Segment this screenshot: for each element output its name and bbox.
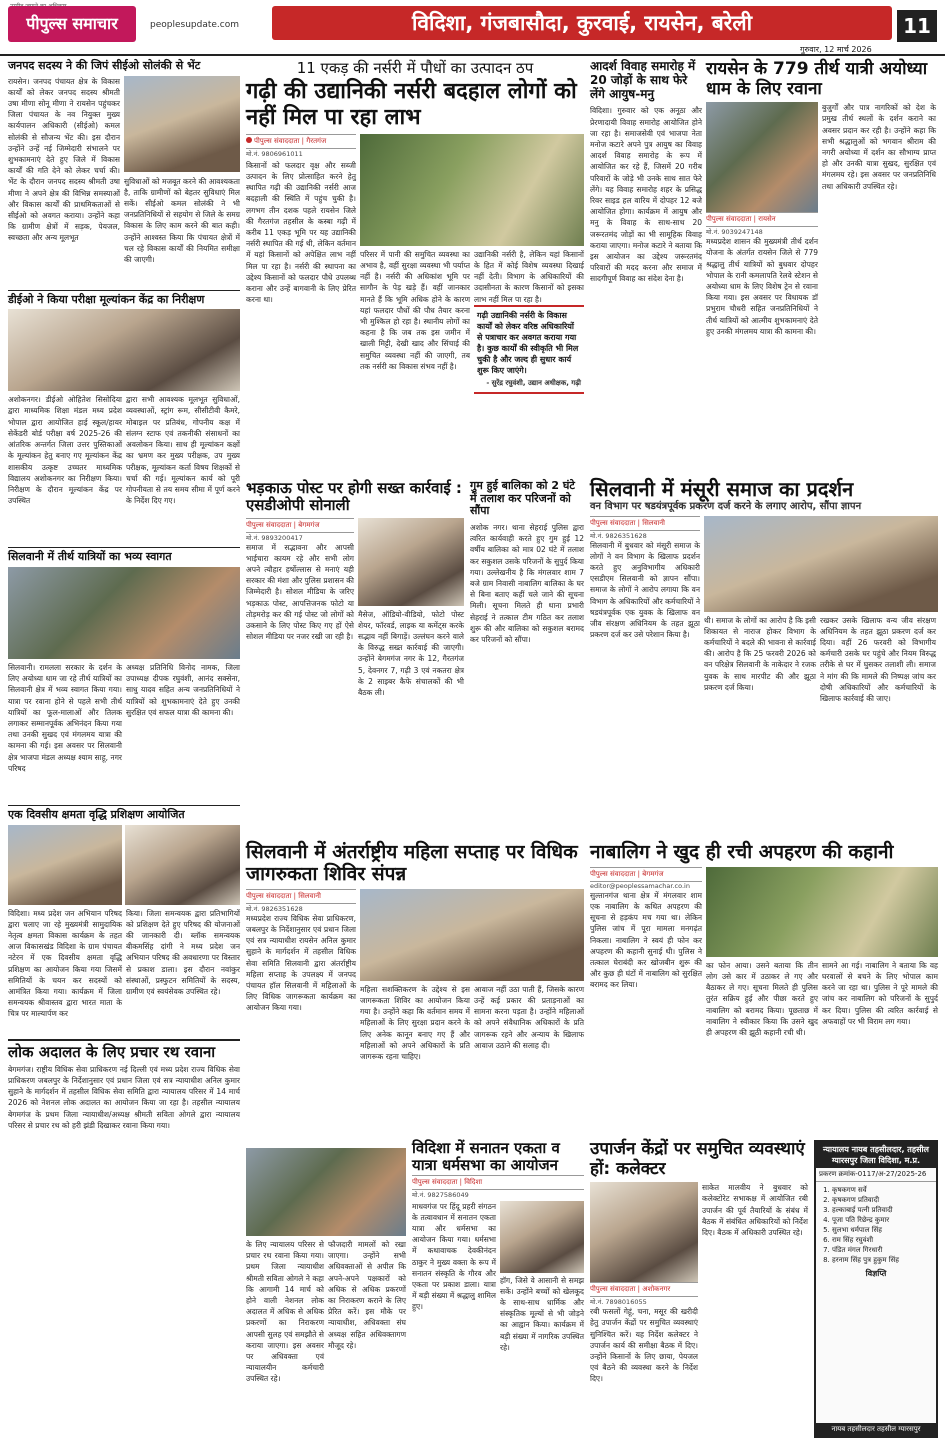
- byline-place: गैरतगंज: [306, 136, 327, 145]
- kidnap-photo: [706, 867, 938, 957]
- article-title: भड़काऊ पोस्ट पर होगी सख्त कार्रवाई : एसडीओपी सोनाली: [246, 479, 462, 515]
- brand-logo: पीपुल्स समाचार: [8, 6, 136, 42]
- divider: [8, 1039, 240, 1041]
- article-body: मैसेज, ऑडियो-वीडियो, फोटो पोस्ट शेयर, फॉरवर्ड, लाइक या कमेंट्स करके सद्भाव नहीं बिगाड़ें। उल्लंघन करने वाले के विरुद्ध सख्त कार्रवाई की जाएगी। उन्होंने बेगमगंज नगर के 12, गैरतगंज 5, देवनगर 7, गढ़ी 3 एवं नकतरा क्षेत्र के 2 साइबर कैफे संचालकों की भी बैठक ली।: [358, 609, 464, 697]
- camp-photo: [360, 889, 584, 981]
- article-body: हॉग, जिसे वे आसानी से समझ सकें। उन्होंने बच्चों को खेलकूद के साथ-साथ धार्मिक और संस्कृतिक मूल्यों से भी जोड़ने का आह्वान किया। कार्यक्रम में बड़ी संख्या में नागरिक उपस्थित रहे।: [500, 1275, 584, 1352]
- article-body: रखकर उसके खिलाफ वन्य जीव संरक्षण अधिनियम के तहत झूठा प्रकरण दर्ज कर दिया। वहीं 26 फरवरी को विभागीय कर्मचारी उसके घर पहुंचे और नियम विरुद्ध तरीके से घर में घुसकर तलाशी ली। समाज ने मांग की कि मामले की निष्पक्ष जांच कर दोषी अधिकारियों और कर्मचारियों के खिलाफ कार्रवाई की जाए।: [820, 615, 936, 703]
- collector-article: [590, 1140, 810, 1440]
- article-body: का फोन आया। उसने बताया कि तीन लोग उसे कार में उठाकर ले गए और बैठाकर ले गए। सूचना मिलते ही पुलिस तुरंत सक्रिय हुई और पीछा करते हुए नाबालिग को बरामद किया। पूछताछ में नाबालिग ने स्वीकार किया कि उसने खुद ही अपहरण की झूठी कहानी रची थी।: [706, 960, 818, 1038]
- phone-number: मो.नं. 9039247148: [706, 228, 763, 237]
- article-body: अशोकनगर। डीईओ ओहितेश सिसोदिया द्वारा माध्यमिक शिक्षा मंडल मध्य प्रदेश भोपाल द्वारा आयोजित हाई स्कूल/हायर सेकेंडरी बोर्ड परीक्षा वर्ष 2025-26 की आंतरिक अन्तर्गत जिला उत्तर पुस्तिकाओं के मूल्यांकन हेतु बनाए गए मूल्यांकन केंद्र शासकीय उत्कृष्ट उच्चतर माध्यमिक विद्यालय अशोकनगर का निरीक्षण किया। निरीक्षण के दौरान मूल्यांकन केंद्र पर उपस्थित: [8, 395, 122, 506]
- notice-signature: नायब तहसीलदार तहसील ग्यारसपुर: [816, 1423, 936, 1436]
- page-number: 11: [897, 10, 937, 42]
- byline-name: पीपुल्स संवाददाता: [590, 518, 636, 527]
- article-title: जनपद सदस्य ने की जिपं सीईओ सोलंकी से भेंट: [8, 59, 201, 72]
- byline: पीपुल्स संवाददाता | गैरतगंज: [246, 134, 356, 149]
- byline: पीपुल्स संवाददाता | सिलवानी: [246, 889, 356, 904]
- article-body: के लिए न्यायालय परिसर से प्रचार रथ रवाना किया गया। प्रथम जिला न्यायाधीश श्रीमती सविता ओगले ने कहा कि आगामी 14 मार्च को होने वाली नेशनल लोक अदालत में अधिक से अधिक प्रकरणों का निराकरण आपसी सुलह एवं समझौते से कराया जाएगा। इस अवसर पर अधिवक्ता एवं न्यायालयीन कर्मचारी उपस्थित रहे।: [246, 1240, 324, 1384]
- article-body: मध्यप्रदेश शासन की मुख्यमंत्री तीर्थ दर्शन योजना के अंतर्गत रायसेन जिले से 779 श्रद्धालु तीर्थ यात्रियों को बुधवार दोपहर भोपाल के रानी कमलापति रेलवे स्टेशन से अयोध्या धाम के लिए विशेष ट्रेन से रवाना किया गया। इस अवसर पर विधायक डॉ प्रभुराम चौधरी सहित जनप्रतिनिधियों ने तीर्थ यात्रियों को आत्मीय शुभकामनाएं देते हुए उनकी मंगलमय यात्रा की कामना की।: [706, 237, 818, 336]
- article-photo: [124, 76, 240, 172]
- article-body: सिलवानी। रामलला सरकार के दर्शन के लिए अयोध्या धाम जा रहे तीर्थ यात्रियों का सिलवानी क्षेत्र में भव्य स्वागत किया गया। यात्रा पर रवाना होने से पहले सभी तीर्थ यात्रियों का फूल-मालाओं और तिलक लगाकर सम्मानपूर्वक अभिनंदन किया गया तथा उनकी सुखद एवं मंगलमय यात्रा की कामना की गई। इस अवसर पर सिलवानी क्षेत्र भाजपा मंडल अध्यक्ष श्याम साहू, नगर परिषद: [8, 662, 122, 773]
- article-body: सुविधाओं को मजबूत करने की आवश्यकता है, ताकि ग्रामीणों को बेहतर सुविधाएं मिल सकें। सीईओ कमल सोलंकी ने भी जनप्रतिनिधियों से सहयोग से जिले के समग्र विकास के लिए काम करने की बात कही। उन्होंने आश्वस्त किया कि पंचायत क्षेत्रों में चल रहे विकास कार्यों की नियमित समीक्षा की जाएगी।: [124, 176, 240, 265]
- phone-number: मो.नं. 9893200417: [246, 533, 303, 542]
- article-title: रायसेन के 779 तीर्थ यात्री अयोध्या धाम के लिए रवाना: [706, 59, 928, 99]
- article-body: माधवगंज पर हिंदू प्रहरी संगठन के तत्वावधान में सनातन एकता यात्रा और धर्मसभा का आयोजन किया गया। धर्मसभा में कथावाचक देवकीनंदन ठाकुर ने मुख्य वक्ता के रूप में सनातन संस्कृति के गौरव और एकता पर प्रकाश डाला। यात्रा में बड़ी संख्या में श्रद्धालु शामिल हुए।: [412, 1201, 496, 1312]
- article-title: विदिशा में सनातन एकता व यात्रा धर्मसभा का आयोजन: [412, 1139, 560, 1175]
- byline: पीपुल्स संवाददाता | बेगमगंज: [590, 867, 702, 882]
- byline-name: पीपुल्स संवाददाता: [590, 1285, 636, 1294]
- article-body: अध्यक्ष प्रतिनिधि विनोद नामक, जिला उपाध्यक्ष दीपक रघुवंशी, आनंद सक्सेना, साधु यादव सहित अन्य जनप्रतिनिधियों ने यात्रियों को शुभकामनाएं देते हुए उनकी सुरक्षित एवं सफल यात्रा की कामना की।: [126, 662, 240, 717]
- notice-item: 3. हल्काबाई पत्नी प्रतिवादी: [832, 1205, 933, 1215]
- article-body: किया। जिला समन्वयक द्वारा प्रतिभागियों को प्रशिक्षण देते हुए परिषद की योजनाओं की जानकारी दी। ब्लॉक समन्वयक बीकमसिंह दांगी ने मध्य प्रदेश जन अभियान परिषद की अवधारणा पर विस्तार से प्रकाश डाला। इस दौरान नवांकुर संस्थाओं, प्रस्फुटन समितियों के सदस्य, ग्रामीण एवं स्वयंसेवक उपस्थित रहे।: [126, 908, 240, 996]
- notice-subhead: विज्ञप्ति: [865, 1269, 887, 1278]
- article-body: आवाज नहीं उठा पाती हैं, जिसके कारण उन्हें कई प्रकार की प्रताड़नाओं का सामना करना पड़ता है। उन्होंने महिलाओं को अपने संवैधानिक अधिकारों के प्रति जागरूक रहने और अन्याय के खिलाफ आवाज उठाने की सलाह दी।: [474, 984, 584, 1050]
- notice-item: 7. पंडित मंगल गिरधारी: [832, 1245, 933, 1255]
- meeting-photo: [590, 1182, 698, 1282]
- notice-item: 4. पूजा पति रिछेन्द्र कुमार: [832, 1215, 933, 1225]
- article-body: विदिशा। गुरुवार को एक अनूठा और प्रेरणादायी विवाह समारोह आयोजित होने जा रहा है। समाजसेवी एवं भाजपा नेता मनोज कटारे अपने पुत्र आयुष का विवाह आदर्श विवाह समारोह के रूप में आयोजित कर रहे हैं, जिसमें 20 गरीब परिवारों के जोड़े भी उनके साथ सात फेरे लेंगे। यह विवाह समारोह शहर के प्रसिद्ध रिवर साइड हल वारिय में दोपहर 12 बजे आयोजित होगा। कार्यक्रम में आयुष और मनु के विवाह के साथ-साथ 20 जरूरतमंद जोड़ों का भी सामूहिक विवाह कराया जाएगा। मनोज कटारे ने बताया कि इस आयोजन का उद्देश्य जरूरतमंद परिवारों की मदद करना और समाज में सादगीपूर्ण विवाह का संदेश देना है।: [590, 106, 702, 284]
- byline-place: बेगमगंज: [298, 520, 320, 529]
- notice-case: प्रकरण क्रमांक-0117/अ-27/2025-26: [816, 1168, 936, 1182]
- pilgrims-article: [706, 60, 938, 476]
- article-title: डीईओ ने किया परीक्षा मूल्यांकन केंद्र का निरीक्षण: [8, 292, 205, 306]
- officer-photo: [358, 518, 464, 606]
- sdop-article: [246, 480, 464, 840]
- article-body: सुल्तानगंज थाना क्षेत्र में मंगलवार शाम एक नाबालिग के कथित अपहरण की सूचना से हड़कंप मच गया था। लेकिन पुलिस जांच में पूरा मामला मनगढ़ंत निकला। नाबालिग ने स्वयं ही फोन कर अपहरण की कहानी सुनाई थी। पुलिस ने तत्काल घेराबंदी कर खोजबीन शुरू की और कुछ ही घंटों में नाबालिग को सुरक्षित बरामद कर लिया।: [590, 890, 702, 990]
- location-icon: [246, 137, 252, 143]
- phone-number: मो.नं. 9806961011: [246, 149, 303, 158]
- notice-heading: न्यायालय नायब तहसीलदार, तहसील ग्यारसपुर जिला विदिशा, म.प्र.: [816, 1142, 936, 1168]
- byline-name: पीपुल्स संवाददाता: [246, 520, 292, 529]
- phone-number: मो.नं. 9826351628: [246, 904, 303, 913]
- article-body: साकेत मालवीय ने बुधवार को कलेक्टोरेट सभाकक्ष में आयोजित रबी उपार्जन की पूर्व तैयारियों के संबंध में बैठक में संबंधित अधिकारियों को निर्देश दिए। बैठक में अधिकारी उपस्थित रहे।: [702, 1183, 808, 1237]
- article-title: सिलवानी में अंतर्राष्ट्रीय महिला सप्ताह पर विधिक जागरुकता शिविर संपन्न: [246, 841, 578, 885]
- rath-article-cont: [246, 1148, 406, 1440]
- article-title: लोक अदालत के लिए प्रचार रथ रवाना: [8, 1042, 216, 1061]
- quote-text: गढ़ी उद्यानिकी नर्सरी के विकास कार्यों को लेकर वरिष्ठ अधिकारियों से पत्राचार कर अवगत कराया गया है। कुछ कार्यों की स्वीकृति भी मिल चुकी है और जल्द ही सुधार कार्य शुरू किए जाएंगे।: [477, 310, 579, 375]
- notice-item: 1. कृषकगण सर्वे: [832, 1185, 933, 1195]
- article-title: सिलवानी में तीर्थ यात्रियों का भव्य स्वागत: [8, 550, 172, 564]
- article-body: विदिशा। मध्य प्रदेश जन अभियान परिषद द्वारा चलाए जा रहे मुख्यमंत्री सामुदायिक नेतृत्व क्षमता विकास कार्यक्रम के तहत आज विकासखंड विदिशा के ग्राम पंचायत नटेरन में एक दिवसीय क्षमता वृद्धि प्रशिक्षण का आयोजन किया गया जिसमें समितियों के चयन कर सदस्यों को आमंत्रित किया गया। कार्यक्रम में जिला समन्वयक श्रीवास्तव द्वारा भारत माता के चित्र पर माल्यार्पण कर: [8, 908, 122, 1019]
- protest-article: [590, 478, 938, 838]
- notice-list: [816, 1182, 936, 1268]
- article-photo: [8, 309, 240, 391]
- quote-source: - सुरेंद्र रघुवंशी, उद्यान अधीक्षक, गढ़ी: [486, 378, 581, 387]
- phone-number: मो.नं. 9826351628: [590, 531, 647, 540]
- rath-photo: [246, 1148, 406, 1236]
- article-photo: [8, 567, 240, 659]
- article-body: द्वारा सभी आवश्यक मूलभूत सुविधाओं, व्यवस्थाओं, स्ट्रांग रूम, सीसीटीवी कैमरे, मोबाइल पर प्रतिबंध, गोपनीय कक्ष में संलग्न स्टाफ एवं तकनीकी संसाधनों का अवलोकन किया। साथ ही मूल्यांकन कक्षों का भ्रमण कर मुख्य परीक्षक, उप मुख्य परीक्षक, मूल्यांकन कर्ता विषय शिक्षकों से चर्चा की गई। मूल्यांकन कार्य को पूरी गोपनीयता से तय समय सीमा में पूर्ण करने के निर्देश दिए गए।: [126, 395, 240, 506]
- article-title: सिलवानी में मंसूरी समाज का प्रदर्शन: [590, 477, 854, 501]
- article-title: आदर्श विवाह समारोह में 20 जोड़ों के साथ फेरे लेंगे आयुष-मनु: [590, 59, 696, 101]
- byline-name: पीपुल्स संवाददाता: [246, 891, 292, 900]
- article-title: एक दिवसीय क्षमता वृद्धि प्रशिक्षण आयोजित: [8, 807, 185, 821]
- article-photo: [125, 825, 240, 905]
- notice-item: 5. सुलभा धर्मपाल सिंह: [832, 1225, 933, 1235]
- byline-name: पीपुल्स संवाददाता: [254, 136, 300, 145]
- byline: पीपुल्स संवाददाता | सिलवानी: [590, 516, 700, 531]
- article-body: रायसेन। जनपद पंचायत क्षेत्र के विकास कार्यों को लेकर जनपद सदस्य श्रीमती उषा मीणा सोनू मीणा ने रायसेन पहुंचकर जिला पंचायत के नव नियुक्त मुख्य कार्यपालन अधिकारी (सीईओ) कमल सोलंकी से सौजन्य भेंट की। इस दौरान उन्होंने उन्हें नई जिम्मेदारी संभालने पर शुभकामनाएं देते हुए जिले में विकास कार्यों की गति देने को लेकर चर्चा की। भेंट के दौरान जनपद सदस्य श्रीमती उषा मीणा ने अपने क्षेत्र की विभिन्न समस्याओं और विकास कार्यों की प्राथमिकताओं से सीईओ को अवगत कराया। उन्होंने कहा कि ग्रामीण क्षेत्रों में सड़क, पेयजल, स्वच्छता और अन्य मूलभूत: [8, 76, 120, 243]
- article-photo: [8, 825, 122, 905]
- article-body: महिला सशक्तिकरण के उद्देश्य से इस जागरूकता शिविर का आयोजन किया गया है। उन्होंने कहा कि वर्तमान समय में महिलाओं के लिए सुरक्षा प्रदान करने के लिए अनेक कानून बनाए गए हैं और महिलाओं को अपने अधिकारों के प्रति जागरूक रहना चाहिए।: [360, 984, 470, 1061]
- byline-name: पीपुल्स संवाददाता: [590, 869, 636, 878]
- article-body: समाज में सद्भावना और आपसी भाईचारा कायम रहे और सभी लोग अपने त्यौहार हर्षोल्लास से मनाएं यही सरकार की मंशा और पुलिस प्रशासन की जिम्मेदारी है। सोशल मीडिया के जरिए भड़काऊ पोस्ट, आपत्तिजनक फोटो या तोड़मरोड़ कर की गई पोस्ट जो लोगों को उकसाने के लिए पोस्ट किए गए हों ऐसे सोशल मीडिया पर नजर रखी जा रही है।: [246, 542, 354, 642]
- byline: पीपुल्स संवाददाता | रायसेन: [706, 212, 818, 227]
- nursery-photo: [360, 134, 584, 246]
- byline-place: सिलवानी: [642, 518, 665, 527]
- phone-number: मो.नं. 9827586049: [412, 1190, 469, 1199]
- article-body: सिलवानी में बुधवार को मंसूरी समाज के लोगों ने वन विभाग के खिलाफ प्रदर्शन करते हुए अनुविभागीय अधिकारी एसडीएम सिलवानी को ज्ञापन सौंपा। समाज के लोगों ने आरोप लगाया कि वन विभाग के अधिकारियों और कर्मचारियों ने षडयंत्रपूर्वक एक युवक के खिलाफ वन जीव संरक्षण अधिनियम के तहत झूठा प्रकरण दर्ज कर उसे परेशान किया है।: [590, 540, 700, 640]
- kidnap-article: [590, 842, 938, 1138]
- byline: पीपुल्स संवाददाता | अशोकनगर: [590, 1282, 698, 1297]
- article-body: मध्यप्रदेश राज्य विधिक सेवा प्राधिकरण, जबलपुर के निर्देशानुसार एवं प्रधान जिला एवं सत्र न्यायाधीश रायसेन अनिल कुमार सुहाने के मार्गदर्शन में तहसील विधिक सेवा समिति सिलवानी द्वारा अंतर्राष्ट्रीय महिला सप्ताह के उपलक्ष्य में जनपद पंचायत हॉल सिलवानी में महिलाओं के लिए विधिक जागरूकता कार्यक्रम का आयोजन किया गया।: [246, 913, 356, 1013]
- divider: [8, 290, 240, 291]
- protest-photo: [704, 516, 938, 612]
- byline-place: अशोकनगर: [642, 1285, 671, 1294]
- dharmasabha-article: [412, 1140, 584, 1440]
- article-body: रबी फसलों गेहूं, चना, मसूर की खरीदी हेतु उपार्जन केंद्रों पर समुचित व्यवस्थाएं सुनिश्चित करें। यह निर्देश कलेक्टर ने उपार्जन कार्य की समीक्षा बैठक में दिए। उन्होंने किसानों के लिए छाया, पेयजल एवं बैठने की व्यवस्था करने के निर्देश दिए।: [590, 1307, 698, 1384]
- sabha-photo: [500, 1201, 584, 1273]
- byline-place: विदिशा: [464, 1177, 483, 1186]
- email-address[interactable]: editor@peoplessamachar.co.in: [590, 881, 690, 890]
- byline: पीपुल्स संवाददाता | विदिशा: [412, 1175, 584, 1190]
- article-body: अशोक नगर। थाना सेहराई पुलिस द्वारा त्वरित कार्यवाही करते हुए गुम हुई 12 वर्षीय बालिका को मात्र 02 घंटे में तलाश कर सकुशल उसके परिजनों के सुपुर्द किया गया। उल्लेखनीय है कि मंगलवार शाम 7 बजे ग्राम निवासी नाबालिग बालिका के घर से बिना बताए कहीं चले जाने की सूचना मिली। सूचना मिलते ही थाना प्रभारी सेहराई ने तत्काल टीम गठित कर तलाश शुरू की और बालिका को सकुशल बरामद कर परिजनों को सौंपा।: [470, 522, 584, 644]
- notice-item: 2. कृषकगण प्रतिवादी: [832, 1195, 933, 1205]
- article-body: किसानों को फलदार वृक्ष और सब्जी उत्पादन के लिए प्रोत्साहित करने हेतु स्थापित गढ़ी की उद्यानिकी नर्सरी आज बदहाली की स्थिति में पहुंच चुकी है। लगभग तीन दशक पहले रायसेन जिले की गैरतगंज तहसील के कस्बा गढ़ी में करीब 11 एकड़ भूमि पर यह उद्यानिकी नर्सरी स्थापित की गई थी, लेकिन वर्तमान में यहां किसानों को अपेक्षित लाभ नहीं मिल पा रहा है। नर्सरी की स्थापना का उद्देश्य किसानों को फलदार पौधे उपलब्ध कराना और उन्हें बागवानी के लिए प्रेरित करना था।: [246, 160, 356, 305]
- notice-item: 6. राम सिंह रघुवंशी: [832, 1235, 933, 1245]
- site-url[interactable]: peoplesupdate.com: [150, 20, 239, 30]
- region-banner: विदिशा, गंजबासौदा, कुरवाई, रायसेन, बरेली: [272, 6, 892, 40]
- byline-place: रायसेन: [758, 215, 776, 224]
- phone-number: मो.नं. 7898016055: [590, 1298, 647, 1307]
- article-title: गुम हुई बालिका को 2 घंटे में तलाश कर परिजनों को सौंपा: [470, 479, 575, 518]
- byline: पीपुल्स संवाददाता | बेगमगंज: [246, 518, 354, 533]
- article-body: बुजुर्गों और पात्र नागरिकों को देश के प्रमुख तीर्थ स्थलों के दर्शन कराने का अवसर प्रदान कर रही है। उन्होंने कहा कि सभी श्रद्धालुओं को भगवान श्रीराम की नगरी अयोध्या में दर्शन का सौभाग्य प्राप्त हो और उनकी यात्रा सुखद, सुरक्षित एवं मंगलमय रहे। इस अवसर पर जनप्रतिनिधि तथा अधिकारी उपस्थित रहे।: [822, 103, 936, 191]
- article-kicker: 11 एकड़ की नर्सरी में पौधों का उत्पादन ठप: [296, 59, 534, 77]
- pilgrims-photo: [706, 102, 818, 212]
- article-title: नाबालिग ने खुद ही रची अपहरण की कहानी: [590, 841, 894, 863]
- issue-date: गुरुवार, 12 मार्च 2026: [800, 45, 872, 54]
- masthead: [0, 0, 945, 56]
- article-title: गढ़ी की उद्यानिकी नर्सरी बदहाल लोगों को नहीं मिल पा रहा लाभ: [246, 79, 577, 130]
- article-body: परिसर में पानी की समुचित व्यवस्था का अभाव है, वहीं सुरक्षा व्यवस्था भी पर्याप्त नहीं है। नर्सरी की अधिकांश भूमि पर सागौन के पेड़ खड़े हैं। वहीं जानकार मानते हैं कि भूमि अधिक होने के कारण यहां फलदार पौधों की पौध तैयार करना भी मुश्किल हो रहा है। स्थानीय लोगों का कहना है कि जब तक इस जमीन में खाली मिट्टी, देखी खाद और सिंचाई की समुचित व्यवस्था नहीं की जाएगी, तब तक नर्सरी का विकास संभव नहीं है।: [360, 249, 470, 371]
- article-body: थी। समाज के लोगों का आरोप है कि इसी शिकायत से नाराज होकर विभाग के कर्मचारियों ने बदले की भावना से कार्रवाई की। आरोप है कि 25 फरवरी 2026 को वन परिक्षेत्र सिलवानी के नाकेदार ने रजक युवक के साथ मारपीट की और झूठा प्रकरण दर्ज किया।: [704, 615, 816, 692]
- byline-place: बेगमगंज: [642, 869, 664, 878]
- byline-name: पीपुल्स संवाददाता: [412, 1177, 458, 1186]
- marriage-article: [590, 60, 702, 476]
- divider: [8, 805, 240, 806]
- legal-camp-article: [246, 842, 584, 1142]
- byline-place: सिलवानी: [298, 891, 321, 900]
- pull-quote: [474, 305, 584, 394]
- byline-name: पीपुल्स संवाददाता: [706, 215, 752, 224]
- notice-item: 8. हरनाम सिंह पुत्र हुकुम सिंह: [832, 1255, 933, 1265]
- nursery-article: [246, 60, 584, 480]
- missing-girl-article: [470, 480, 584, 840]
- legal-notice: [814, 1140, 938, 1438]
- article-body: सामने आ गई। नाबालिग ने बताया कि वह घरवालों से बचने के लिए भोपाल काम करने जा रहा था। पुलिस ने पूरे मामले की जांच कर नाबालिग को परिजनों के सुपुर्द कर दिया। पुलिस की त्वरित कार्रवाई से अफवाहों पर भी विराम लग गया।: [822, 960, 938, 1026]
- article-body: फौजदारी मामलों को रखा जाएगा। उन्होंने सभी अधिवक्ताओं से अपील कि अपने-अपने पक्षकारों को अधिक से अधिक प्रकरणों का निराकरण कराने के लिए प्रेरित करें। इस मौके पर न्यायाधीश, अधिवक्ता संघ अध्यक्ष सहित अधिवक्तागण मौजूद रहे।: [328, 1240, 406, 1350]
- article-body: उद्यानिकी नर्सरी है, लेकिन यहां किसानों के हित में कोई विशेष व्यवस्था दिखाई नहीं देती। विभाग के अधिकारियों की उदासीनता के कारण किसानों को इसका लाभ नहीं मिल पा रहा है।: [474, 249, 584, 304]
- divider: [8, 547, 240, 548]
- left-column: [8, 60, 240, 1440]
- article-subtitle: वन विभाग पर षडयंत्रपूर्वक प्रकरण दर्ज करने के लगाए आरोप, सौंपा ज्ञापन: [590, 501, 862, 512]
- article-body: बेगमगंज। राष्ट्रीय विधिक सेवा प्राधिकरण नई दिल्ली एवं मध्य प्रदेश राज्य विधिक सेवा प्राधिकरण जबलपुर के निर्देशानुसार एवं प्रधान जिला एवं सत्र न्यायाधीश अनिल कुमार सुहाने के मार्गदर्शन में तहसील विधिक सेवा समिति द्वारा न्यायालय परिसर में 14 मार्च 2026 को नेशनल लोक अदालत का आयोजन किया जा रहा है। तहसील न्यायालय बेगमगंज के प्रथम जिला न्यायाधीश/अध्यक्ष श्रीमती सविता ओगले द्वारा न्यायालय परिसर से प्रचार रथ को हरी झंडी दिखाकर रवाना किया गया।: [8, 1064, 240, 1130]
- article-title: उपार्जन केंद्रों पर समुचित व्यवस्थाएं हों: कलेक्टर: [590, 1139, 805, 1179]
